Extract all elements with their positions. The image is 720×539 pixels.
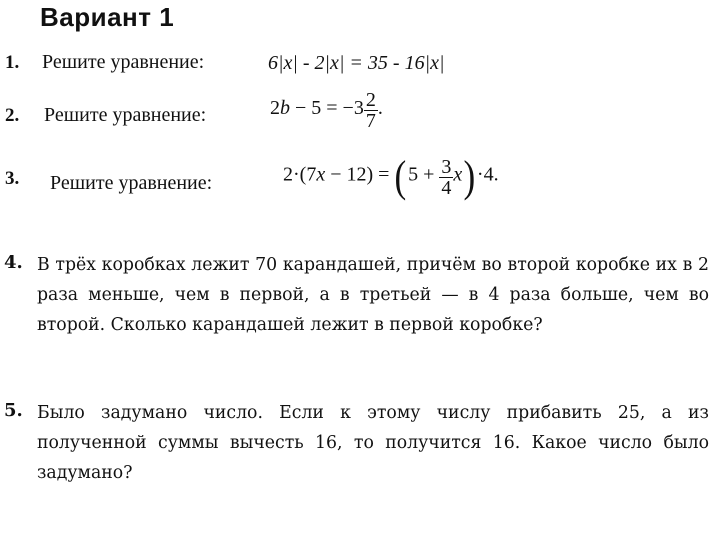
eq-part: . xyxy=(377,97,383,120)
fraction-numerator: 2 xyxy=(365,89,376,111)
close-paren-icon: ) xyxy=(463,152,476,201)
fraction-denominator: 7 xyxy=(365,110,376,132)
fraction-numerator: 3 xyxy=(441,155,452,178)
fraction xyxy=(364,90,378,131)
eq-variable: x xyxy=(316,163,326,186)
eq-part: ·4. xyxy=(476,163,499,186)
fraction xyxy=(439,157,453,198)
page-title: Вариант 1 xyxy=(40,2,175,32)
task-1-label: Решите уравнение: xyxy=(42,51,205,73)
task-3-number: 3. xyxy=(5,168,20,189)
task-5-number: 5. xyxy=(4,400,23,421)
task-1-equation xyxy=(268,52,444,75)
eq-part: | - 2| xyxy=(292,52,331,74)
eq-variable: x xyxy=(330,52,339,74)
eq-part: 2·(7 xyxy=(283,163,317,186)
eq-part: − 5 = −3 xyxy=(290,97,364,120)
task-3-label: Решите уравнение: xyxy=(50,172,213,194)
task-5-text: Было задумано число. Если к этому числу прибавить 25, а из полученной суммы вычесть 16, то получится 16. Какое число было задумано? xyxy=(37,403,709,483)
task-1-number: 1. xyxy=(5,52,20,73)
eq-variable: x xyxy=(283,52,293,74)
eq-part: 5 + xyxy=(408,163,440,186)
task-4-text: В трёх коробках лежит 70 карандашей, причём во второй коробке их в 2 раза меньше, чем в первой, а в третьей — в 4 раза больше, чем во второй. Сколько карандашей лежит в первой коробке? xyxy=(37,255,709,335)
eq-variable: x xyxy=(430,52,439,74)
task-2-label: Решите уравнение: xyxy=(44,104,207,126)
eq-variable: b xyxy=(280,97,290,120)
eq-part: 2 xyxy=(270,97,280,120)
eq-variable: x xyxy=(453,163,463,186)
fraction-denominator: 4 xyxy=(441,176,452,199)
task-3-equation xyxy=(283,152,499,201)
eq-part: | xyxy=(438,52,445,74)
task-2-number: 2. xyxy=(5,105,20,126)
eq-part: | = 35 - 16| xyxy=(338,52,431,74)
task-4-number: 4. xyxy=(4,252,23,273)
eq-part: 6| xyxy=(268,52,284,74)
eq-part: − 12) = xyxy=(325,163,390,186)
open-paren-icon: ( xyxy=(394,152,407,201)
task-2-equation xyxy=(270,90,383,131)
